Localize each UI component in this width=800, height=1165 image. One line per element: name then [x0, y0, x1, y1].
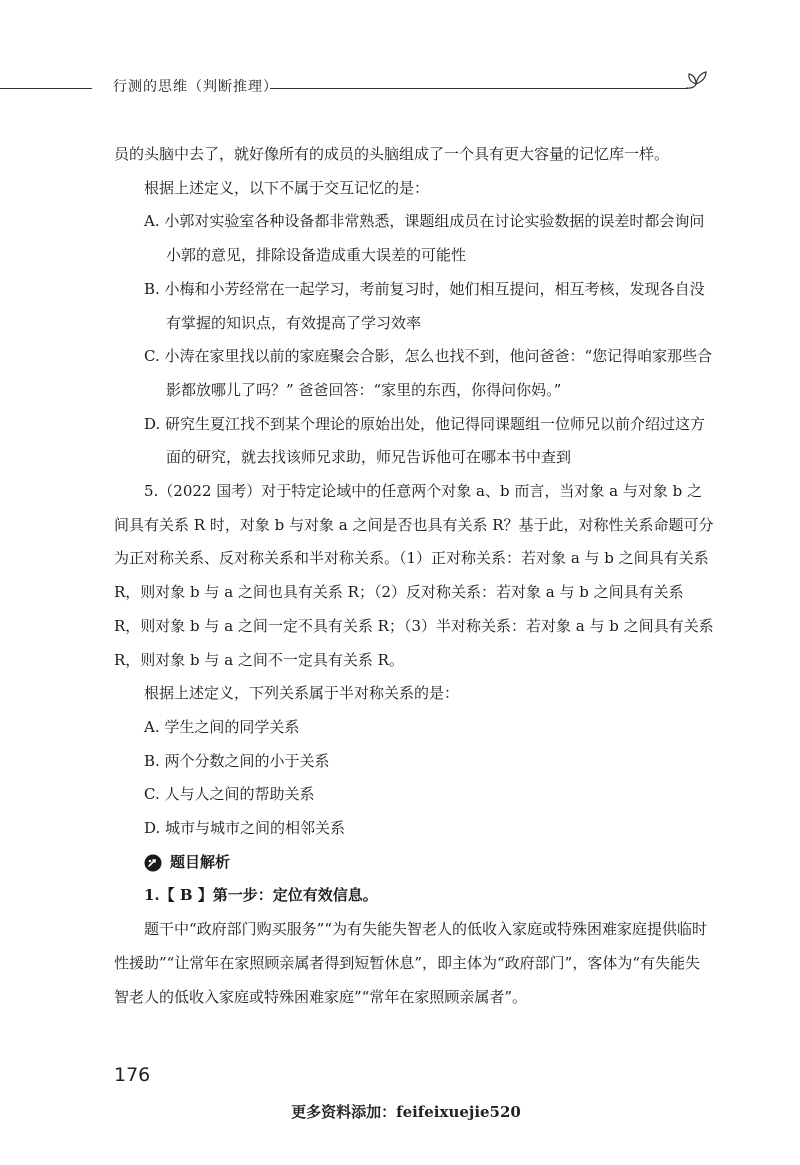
watermark-text: 更多资料添加：feifeixuejie520	[291, 1103, 521, 1121]
q4-prompt: 根据上述定义，以下不属于交互记忆的是：	[144, 178, 430, 197]
page-body	[114, 138, 714, 1014]
answer-1-heading: 1.【 B 】第一步：定位有效信息。	[144, 886, 378, 905]
q4-option-c: C. 小涛在家里找以前的家庭聚会合影，怎么也找不到，他问爸爸：“您记得咱家那些合影都放哪儿了吗？” 爸爸回答：“家里的东西，你得问你妈。”	[144, 347, 713, 399]
q4-option-b: B. 小梅和小芳经常在一起学习，考前复习时，她们相互提问，相互考核，发现各自没有掌握的知识点，有效提高了学习效率	[144, 279, 705, 332]
q5-prompt: 根据上述定义，下列关系属于半对称关系的是：	[144, 684, 460, 703]
q4-option-d: D. 研究生夏江找不到某个理论的原始出处，他记得同课题组一位师兄以前介绍过这方面的研究，就去找该师兄求助，师兄告诉他可在哪本书中查到	[144, 414, 706, 467]
page-number: 176	[114, 1064, 151, 1086]
q5-stem: 5.（2022 国考）对于特定论域中的任意两个对象 a、b 而言，当对象 a 与对象 b 之间具有关系 R 时，对象 b 与对象 a 之间是否也具有关系 R？基于此，对称性关系命题可分为正对称关系、反对称关系和半对称关系。（1）正对称关系：若对象 a 与 b 之间具有关系 R，则对象 b 与 a 之间也具有关系 R；（2）反对称关系：若对象 a 与 b 之间具有关系 R，则对象 b 与 a 之间一定不具有关系 R；（3）半对称关系：若对象 a 与 b 之间具有关系 R，则对象 b 与 a 之间不一定具有关系 R。	[114, 482, 714, 669]
q5-option-c: C. 人与人之间的帮助关系	[144, 785, 315, 804]
q5-option-a: A. 学生之间的同学关系	[144, 717, 300, 736]
running-header	[0, 66, 800, 106]
analysis-heading	[144, 846, 714, 880]
header-title: 行测的思维（判断推理）	[113, 79, 278, 95]
analysis-title: 题目解析	[170, 852, 231, 871]
analysis-badge-icon	[144, 854, 162, 872]
sprout-icon	[684, 68, 710, 92]
q5-option-b: B. 两个分数之间的小于关系	[144, 751, 330, 770]
header-rule-left	[0, 88, 92, 89]
q5-option-d: D. 城市与城市之间的相邻关系	[144, 819, 346, 838]
header-rule-right	[270, 88, 688, 89]
paragraph-continued: 员的头脑中去了，就好像所有的成员的头脑组成了一个具有更大容量的记忆库一样。	[114, 145, 670, 163]
answer-1-text: 题干中“政府部门购买服务”“为有失能失智老人的低收入家庭或特殊困难家庭提供临时性援助”“让常年在家照顾亲属者得到短暂休息”，即主体为“政府部门”，客体为“有失能失智老人的低收入家庭或特殊困难家庭”“常年在家照顾亲属者”。	[114, 920, 708, 1006]
q4-option-a: A. 小郭对实验室各种设备都非常熟悉，课题组成员在讨论实验数据的误差时都会询问小郭的意见，排除设备造成重大误差的可能性	[144, 212, 705, 265]
